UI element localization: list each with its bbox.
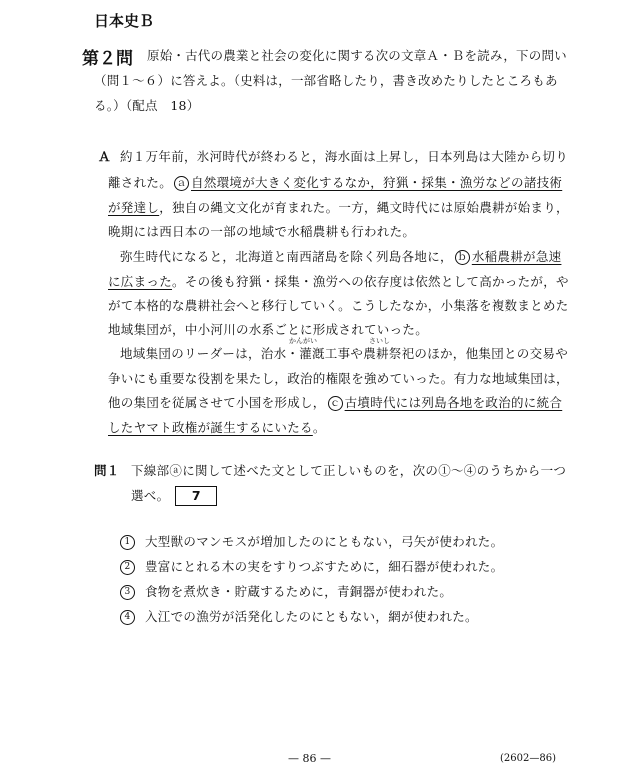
passage-line xyxy=(108,272,569,290)
passage-line: 地域集団が，中小河川の水系ごとに形成されていった。 xyxy=(108,322,429,337)
underlined-text-c-cont: したヤマト政権が誕生するにいたる xyxy=(108,420,313,435)
option-1[interactable] xyxy=(120,532,503,550)
ruby-saishi: さいし xyxy=(369,337,390,345)
passage-text: 。その後も狩猟・採集・漁労への依存度は依然として高かったが，や xyxy=(172,274,569,289)
passage-line xyxy=(108,173,562,191)
option-text: 大型獣のマンモスが増加したのにともない，弓矢が使われた。 xyxy=(145,534,504,549)
passage-text: 他の集団を従属させて小国を形成し， xyxy=(108,395,326,410)
page-code: (2602—86) xyxy=(500,753,556,764)
underline-marker-b: ｂ xyxy=(455,250,470,265)
intro-line-1: 原始・古代の農業と社会の変化に関する次の文章Ａ・Ｂを読み，下の問い xyxy=(147,48,567,63)
underlined-text-a-cont: が発達し xyxy=(108,200,160,215)
passage-label: Ａ xyxy=(98,149,111,164)
option-4[interactable] xyxy=(120,607,478,625)
passage-text: ，独自の縄文文化が育まれた。一方，縄文時代には原始農耕が始まり， xyxy=(159,200,569,215)
option-text: 入江での漁労が活発化したのにともない，網が使われた。 xyxy=(145,609,478,624)
underlined-text-b-cont: に広まった xyxy=(108,274,173,289)
passage-line: 約１万年前，氷河時代が終わると，海水面は上昇し，日本列島は大陸から切り xyxy=(120,149,569,164)
passage-line: 地域集団のリーダーは，治水・灌漑工事や農耕祭祀のほか，他集団との交易や xyxy=(120,346,569,361)
passage-line xyxy=(120,247,561,265)
passage-text: 離された。 xyxy=(108,175,173,190)
intro-line-3: る。）（配点 18） xyxy=(94,98,200,113)
passage-text: 弥生時代になると，北海道と南西諸島を除く列島各地に， xyxy=(120,249,453,264)
question-label: 問１ xyxy=(94,463,120,478)
option-3[interactable] xyxy=(120,582,452,600)
question-text: 下線部ⓐに関して述べた文として正しいものを，次の①～④のうちから一つ xyxy=(131,463,567,478)
option-number: 3 xyxy=(120,585,135,600)
option-text: 食物を煮炊き・貯蔵するために，青銅器が使われた。 xyxy=(145,584,453,599)
answer-box: 7 xyxy=(175,486,217,506)
option-number: 4 xyxy=(120,610,135,625)
subject-title: 日本史Ｂ xyxy=(94,12,155,30)
underlined-text-c: 古墳時代には列島各地を政治的に統合 xyxy=(344,395,563,410)
option-number: 1 xyxy=(120,535,135,550)
passage-line: 争いにも重要な役割を果たし，政治的権限を強めていった。有力な地域集団は， xyxy=(108,371,569,386)
underlined-text-a: 自然環境が大きく変化するなか，狩猟・採集・漁労などの諸技術 xyxy=(191,175,563,190)
question-text xyxy=(131,486,217,506)
option-number: 2 xyxy=(120,560,135,575)
passage-line xyxy=(108,393,562,411)
ruby-kangai: かんがい xyxy=(289,337,317,345)
option-2[interactable] xyxy=(120,557,503,575)
passage-line xyxy=(108,198,569,216)
question-text-end: 選べ。 xyxy=(131,488,170,503)
option-text: 豊富にとれる木の実をすりつぶすために，細石器が使われた。 xyxy=(145,559,504,574)
underline-marker-c: ｃ xyxy=(328,396,343,411)
passage-line: 晩期には西日本の一部の地域で水稲農耕も行われた。 xyxy=(108,224,416,239)
underlined-text-b: 水稲農耕が急速 xyxy=(471,249,562,264)
passage-text: 。 xyxy=(312,420,326,435)
passage-line xyxy=(108,418,326,436)
page-number: — 86 — xyxy=(288,752,331,765)
passage-line: がて本格的な農耕社会へと移行していく。こうしたなか，小集落を複数まとめた xyxy=(108,298,569,313)
intro-line-2: （問１～６）に答えよ。（史料は，一部省略したり，書き改めたりしたところもあ xyxy=(94,73,558,88)
underline-marker-a: ａ xyxy=(174,176,189,191)
question-number: 第２問 xyxy=(82,49,133,69)
